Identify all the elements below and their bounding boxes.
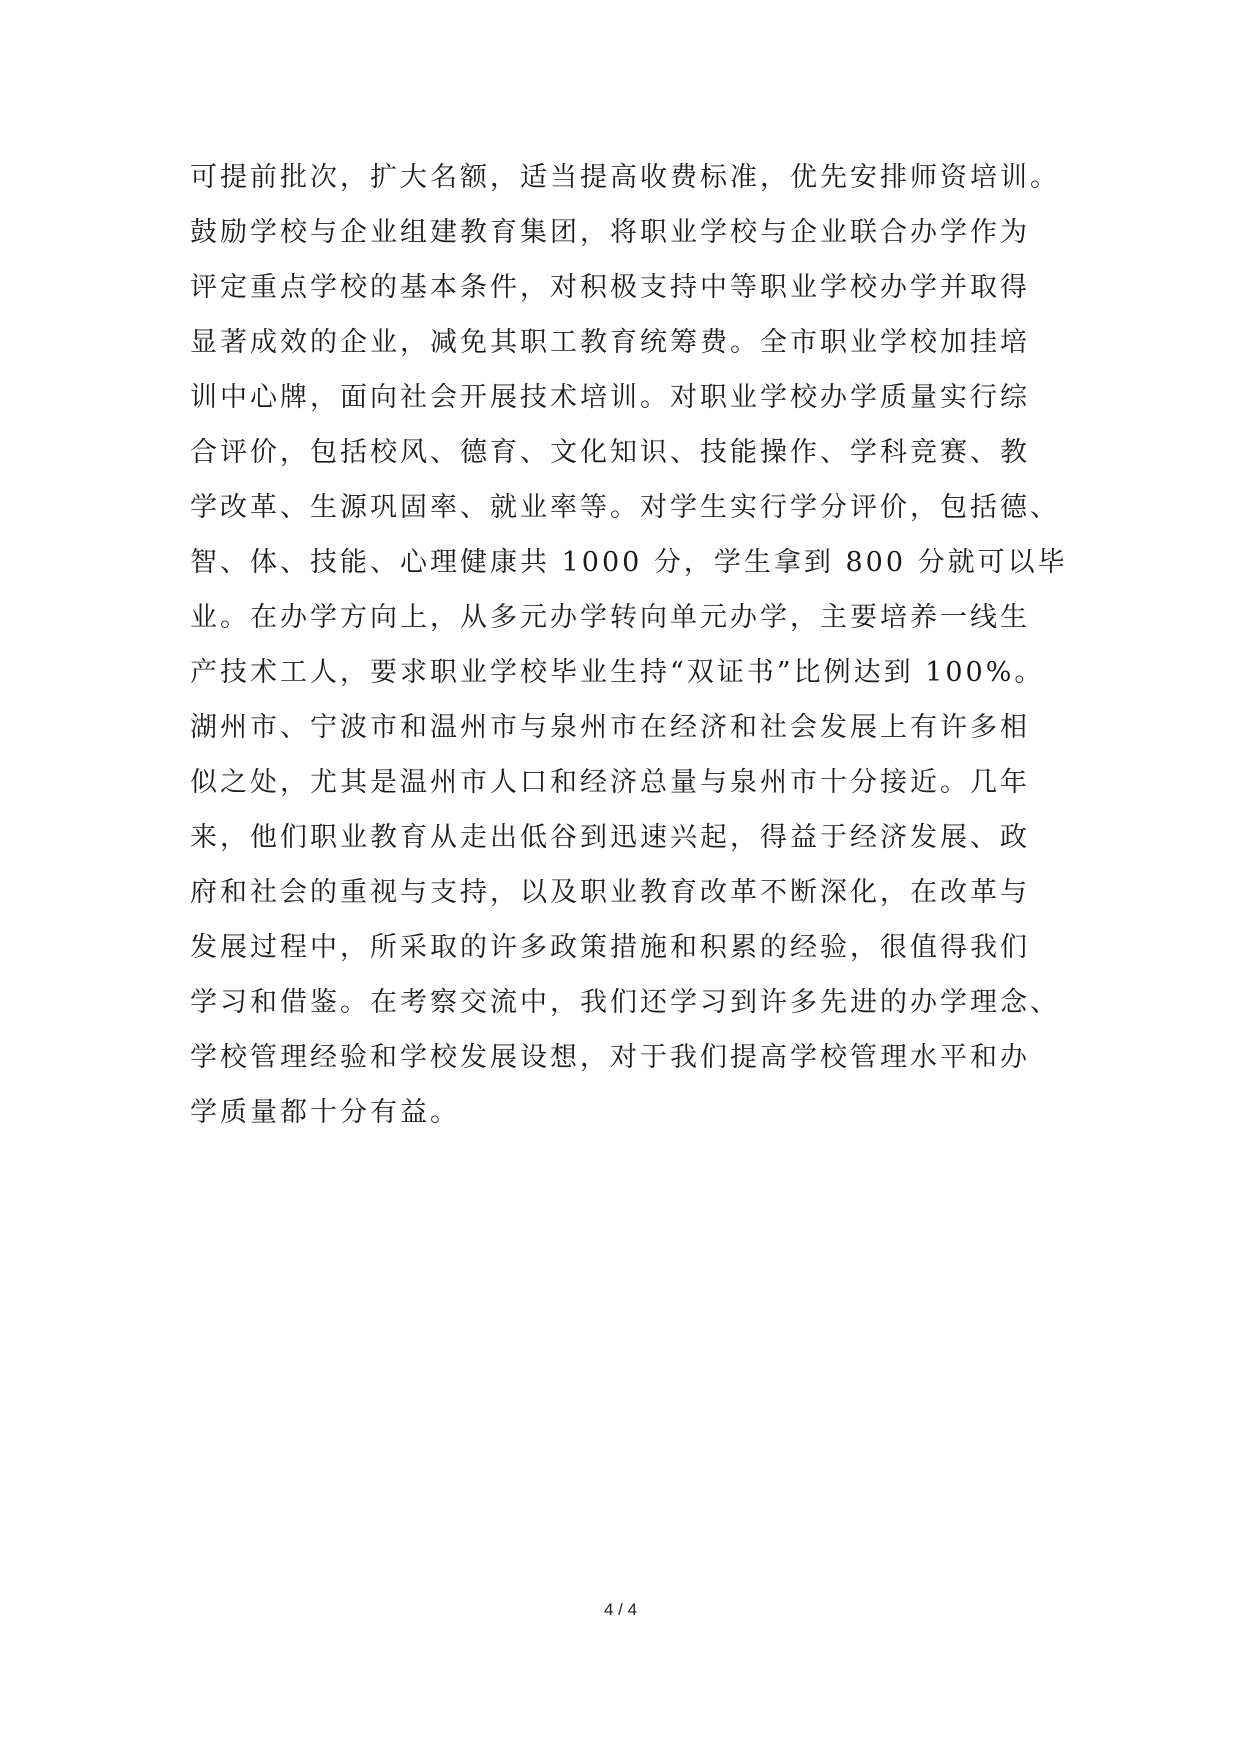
- text-line: 产技术工人，要求职业学校毕业生持“双证书”比例达到 100%。: [190, 657, 1045, 688]
- text-line: 学校管理经验和学校发展设想，对于我们提高学校管理水平和办: [190, 1042, 1030, 1073]
- text-line: 评定重点学校的基本条件，对积极支持中等职业学校办学并取得: [190, 272, 1030, 303]
- text-line: 府和社会的重视与支持，以及职业教育改革不断深化，在改革与: [190, 877, 1030, 908]
- text-line: 合评价，包括校风、德育、文化知识、技能操作、学科竞赛、教: [190, 437, 1030, 468]
- text-line: 学质量都十分有益。: [190, 1097, 460, 1128]
- body-paragraph: [190, 150, 1090, 1140]
- text-line: 学习和借鉴。在考察交流中，我们还学习到许多先进的办学理念、: [190, 987, 1060, 1018]
- text-line: 发展过程中，所采取的许多政策措施和积累的经验，很值得我们: [190, 932, 1030, 963]
- text-line: 鼓励学校与企业组建教育集团，将职业学校与企业联合办学作为: [190, 217, 1030, 248]
- text-line: 可提前批次，扩大名额，适当提高收费标准，优先安排师资培训。: [190, 162, 1060, 193]
- text-line: 显著成效的企业，减免其职工教育统筹费。全市职业学校加挂培: [190, 327, 1030, 358]
- text-line: 业。在办学方向上，从多元办学转向单元办学，主要培养一线生: [190, 602, 1030, 633]
- page-number: 4 / 4: [603, 1600, 638, 1619]
- text-line: 来，他们职业教育从走出低谷到迅速兴起，得益于经济发展、政: [190, 822, 1030, 853]
- text-line: 学改革、生源巩固率、就业率等。对学生实行学分评价，包括德、: [190, 492, 1060, 523]
- text-line: 湖州市、宁波市和温州市与泉州市在经济和社会发展上有许多相: [190, 712, 1030, 743]
- text-line: 训中心牌，面向社会开展技术培训。对职业学校办学质量实行综: [190, 382, 1030, 413]
- text-line: 似之处，尤其是温州市人口和经济总量与泉州市十分接近。几年: [190, 767, 1030, 798]
- text-line: 智、体、技能、心理健康共 1000 分，学生拿到 800 分就可以毕: [190, 547, 1068, 578]
